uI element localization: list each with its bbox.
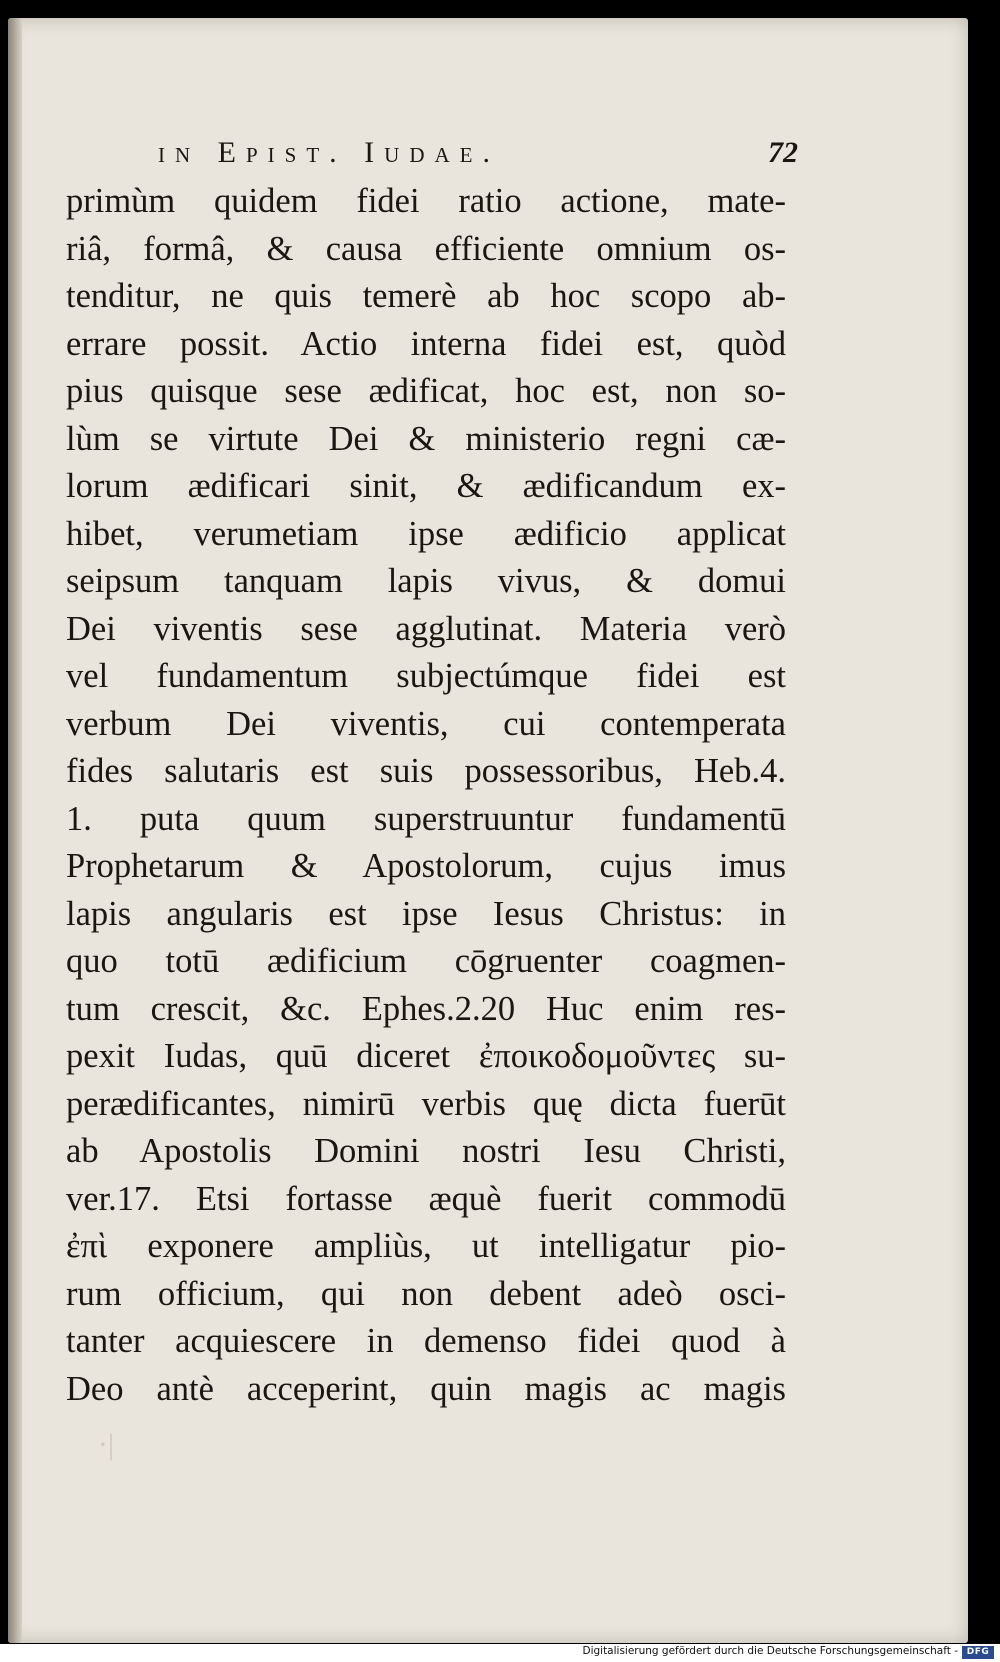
- text-line: lapis angularis est ipse Iesus Christus: in: [66, 894, 786, 933]
- body-text: [66, 178, 786, 1413]
- text-line: fides salutaris est suis possessoribus, Heb.4.: [66, 752, 786, 790]
- text-line: tanter acquiescere in demenso fidei quod à: [66, 1322, 786, 1360]
- text-line: tum crescit, &c. Ephes.2.20 Huc enim res-: [66, 989, 786, 1028]
- page-gutter: [8, 18, 22, 1643]
- show-through-mark: ·|: [98, 1428, 114, 1461]
- text-line: lorum ædificari sinit, & ædificandum ex-: [66, 467, 786, 505]
- text-line: rum officium, qui non debent adeò osci-: [66, 1274, 786, 1313]
- text-line: perædificantes, nimirū verbis quę dicta fuerūt: [66, 1084, 786, 1123]
- text-line: ἐπὶ exponere ampliùs, ut intelligatur pio-: [66, 1227, 786, 1265]
- text-line: verbum Dei viventis, cui contemperata: [66, 704, 786, 743]
- text-line: pius quisque sese ædificat, hoc est, non so-: [66, 372, 786, 410]
- text-line: seipsum tanquam lapis vivus, & domui: [66, 562, 786, 600]
- text-line: ver.17. Etsi fortasse æquè fuerit commodū: [66, 1179, 786, 1218]
- digitization-footer: [0, 1644, 1000, 1662]
- text-line: pexit Iudas, quū diceret ἐποικοδομοῦντες su-: [66, 1037, 786, 1075]
- text-line: quo totū ædificium cōgruenter coagmen-: [66, 942, 786, 980]
- text-line: riâ, formâ, & causa efficiente omnium os-: [66, 229, 786, 268]
- book-page: [8, 18, 968, 1643]
- text-line: tenditur, ne quis temerè ab hoc scopo ab-: [66, 277, 786, 315]
- text-line: errare possit. Actio interna fidei est, quòd: [66, 324, 786, 363]
- text-line: lùm se virtute Dei & ministerio regni cæ-: [66, 419, 786, 458]
- text-line: Dei viventis sese agglutinat. Materia verò: [66, 609, 786, 648]
- dfg-logo: DFG: [962, 1646, 994, 1659]
- funding-credit: Digitalisierung gefördert durch die Deutsche Forschungsgemeinschaft -: [582, 1645, 958, 1657]
- text-line: primùm quidem fidei ratio actione, mate-: [66, 182, 786, 220]
- text-line: Deo antè acceperint, quin magis ac magis: [66, 1369, 786, 1408]
- text-line: vel fundamentum subjectúmque fidei est: [66, 657, 786, 695]
- running-head: [158, 136, 798, 176]
- text-line: Prophetarum & Apostolorum, cujus imus: [66, 847, 786, 885]
- text-line: hibet, verumetiam ipse ædificio applicat: [66, 514, 786, 553]
- text-line: 1. puta quum superstruuntur fundamentū: [66, 799, 786, 838]
- running-title: in Epist. Iudae.: [158, 136, 500, 169]
- text-line: ab Apostolis Domini nostri Iesu Christi,: [66, 1132, 786, 1170]
- page-number: 72: [768, 136, 798, 169]
